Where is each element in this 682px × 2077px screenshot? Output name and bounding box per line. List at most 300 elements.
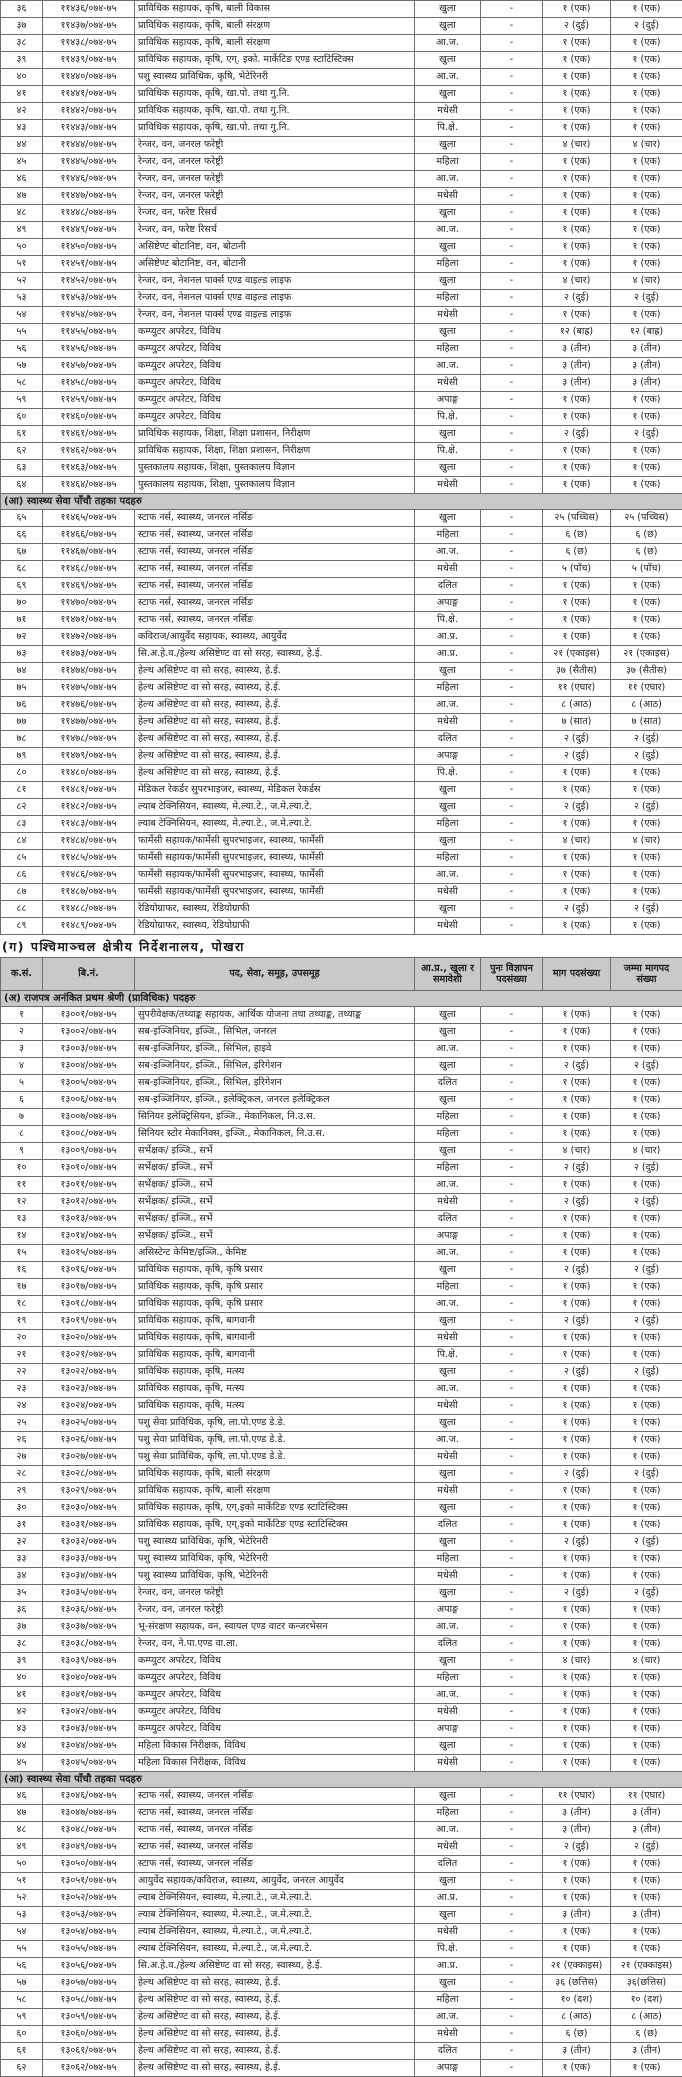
cell-category: खुला xyxy=(415,1500,481,1517)
cell-category: खुला xyxy=(415,18,481,35)
cell-category: खुला xyxy=(415,1975,481,1992)
cell-total-demand-posts: १ (एक) xyxy=(611,1432,682,1449)
cell-advertisement-no: १३००३/०७४-७५ xyxy=(43,1041,135,1058)
table-row xyxy=(1,1466,682,1483)
cell-category: मधेसी xyxy=(415,1398,481,1415)
cell-serial-no: ४६ xyxy=(1,171,43,188)
table-row xyxy=(1,918,682,935)
cell-category: आ.प्र. xyxy=(415,1890,481,1907)
table-row xyxy=(1,409,682,426)
cell-category: खुला xyxy=(415,52,481,69)
cell-readvertised-posts: - xyxy=(481,510,543,527)
cell-category: आ.प्र. xyxy=(415,1958,481,1975)
cell-demand-posts: १ (एक) xyxy=(543,1126,611,1143)
cell-total-demand-posts: ४ (चार) xyxy=(611,833,682,850)
cell-serial-no: ५८ xyxy=(1,1992,43,2009)
cell-category: मधेसी xyxy=(415,2026,481,2043)
cell-demand-posts: १ (एक) xyxy=(543,239,611,256)
cell-readvertised-posts: - xyxy=(481,1177,543,1194)
table-row xyxy=(1,646,682,663)
cell-total-demand-posts: १ (एक) xyxy=(611,35,682,52)
table-row xyxy=(1,273,682,290)
cell-advertisement-no: १३०२५/०७४-७५ xyxy=(43,1415,135,1432)
cell-readvertised-posts: - xyxy=(481,1653,543,1670)
cell-total-demand-posts: १ (एक) xyxy=(611,1738,682,1755)
cell-category: खुला xyxy=(415,663,481,680)
cell-post-service-group: फार्मेसी सहायक/फार्मेसी सुपरभाइजर, स्वास्थ्य, फार्मेसी xyxy=(135,867,415,884)
vacancy-table-pokhara xyxy=(0,957,682,2077)
cell-demand-posts: १ (एक) xyxy=(543,1924,611,1941)
cell-serial-no: ७७ xyxy=(1,714,43,731)
cell-serial-no: ६५ xyxy=(1,510,43,527)
cell-total-demand-posts: १ (एक) xyxy=(611,1704,682,1721)
section-header-row xyxy=(1,991,682,1007)
cell-readvertised-posts: - xyxy=(481,1500,543,1517)
cell-category: महिला xyxy=(415,1992,481,2009)
cell-readvertised-posts: - xyxy=(481,1347,543,1364)
cell-post-service-group: हेल्थ असिष्टेण्ट वा सो सरह, स्वास्थ्य, हे.ई. xyxy=(135,1992,415,2009)
cell-advertisement-no: १३०४६/०७४-७५ xyxy=(43,1788,135,1805)
cell-total-demand-posts: ८ (आठ) xyxy=(611,697,682,714)
cell-advertisement-no: ११४४८/०७४-७५ xyxy=(43,205,135,222)
cell-serial-no: ४१ xyxy=(1,1687,43,1704)
cell-advertisement-no: १३०४१/०७४-७५ xyxy=(43,1687,135,1704)
cell-category: खुला xyxy=(415,1024,481,1041)
cell-post-service-group: फार्मेसी सहायक/फार्मेसी सुपरभाइजर, स्वास्थ्य, फार्मेसी xyxy=(135,833,415,850)
cell-advertisement-no: १३०५६/०७४-७५ xyxy=(43,1958,135,1975)
cell-post-service-group: प्राविधिक सहायक, कृषि, खा.पो. तथा गु.नि. xyxy=(135,103,415,120)
cell-demand-posts: २ (दुई) xyxy=(543,731,611,748)
cell-readvertised-posts: - xyxy=(481,1534,543,1551)
cell-demand-posts: २ (दुई) xyxy=(543,290,611,307)
cell-post-service-group: सि.अ.हे.व./हेल्थ असिष्टेण्ट वा सो सरह, स्वास्थ्य, हे.ई. xyxy=(135,1958,415,1975)
table-row xyxy=(1,120,682,137)
cell-post-service-group: हेल्थ असिष्टेण्ट वा सो सरह, स्वास्थ्य, हे.ई. xyxy=(135,680,415,697)
cell-serial-no: २५ xyxy=(1,1415,43,1432)
table-row xyxy=(1,1058,682,1075)
table-row xyxy=(1,307,682,324)
cell-total-demand-posts: १ (एक) xyxy=(611,816,682,833)
cell-category: महिला xyxy=(415,290,481,307)
table-row xyxy=(1,1924,682,1941)
cell-category: दलित xyxy=(415,1856,481,1873)
cell-advertisement-no: ११४४४/०७४-७५ xyxy=(43,137,135,154)
cell-demand-posts: १ (एक) xyxy=(543,120,611,137)
table-row xyxy=(1,392,682,409)
cell-readvertised-posts: - xyxy=(481,1687,543,1704)
cell-category: खुला xyxy=(415,1007,481,1024)
cell-demand-posts: १ (एक) xyxy=(543,595,611,612)
cell-post-service-group: रेन्जर, वन, नेशनल पार्क्स एण्ड वाइल्ड लाइफ xyxy=(135,307,415,324)
cell-total-demand-posts: १ (एक) xyxy=(611,205,682,222)
cell-post-service-group: रेडियोग्राफर, स्वास्थ्य, रेडियोग्राफी xyxy=(135,901,415,918)
table-row xyxy=(1,477,682,494)
cell-advertisement-no: ११४६९/०७४-७५ xyxy=(43,578,135,595)
cell-readvertised-posts: - xyxy=(481,1924,543,1941)
cell-demand-posts: १ (एक) xyxy=(543,1704,611,1721)
cell-category: खुला xyxy=(415,1364,481,1381)
cell-post-service-group: कम्प्युटर अपरेटर, विविध xyxy=(135,1670,415,1687)
cell-advertisement-no: १३००६/०७४-७५ xyxy=(43,1092,135,1109)
cell-total-demand-posts: १ (एक) xyxy=(611,1177,682,1194)
cell-readvertised-posts: - xyxy=(481,1958,543,1975)
table-row xyxy=(1,510,682,527)
cell-post-service-group: रेन्जर, वन, जनरल फरेष्ट्री xyxy=(135,1602,415,1619)
cell-advertisement-no: १३०६२/०७४-७५ xyxy=(43,2060,135,2077)
cell-category: खुला xyxy=(415,1907,481,1924)
cell-post-service-group: प्राविधिक सहायक, कृषि, बाली संरक्षण xyxy=(135,1483,415,1500)
cell-post-service-group: सर्भेक्षक/ इञ्जि., सर्भे xyxy=(135,1177,415,1194)
table-row xyxy=(1,1109,682,1126)
cell-total-demand-posts: १ (एक) xyxy=(611,1755,682,1772)
cell-total-demand-posts: १ (एक) xyxy=(611,1941,682,1958)
cell-readvertised-posts: - xyxy=(481,2043,543,2060)
vacancy-table-continuation-body xyxy=(1,1,682,935)
cell-post-service-group: पुस्तकालय सहायक, शिक्षा, पुस्तकालय विज्ञान xyxy=(135,460,415,477)
cell-total-demand-posts: १ (एक) xyxy=(611,1126,682,1143)
cell-serial-no: १३ xyxy=(1,1211,43,1228)
table-row xyxy=(1,1805,682,1822)
cell-total-demand-posts: ६ (छ) xyxy=(611,2026,682,2043)
table-row xyxy=(1,1313,682,1330)
cell-demand-posts: १ (एक) xyxy=(543,612,611,629)
table-row xyxy=(1,1788,682,1805)
cell-total-demand-posts: १ (एक) xyxy=(611,1041,682,1058)
cell-readvertised-posts: - xyxy=(481,1381,543,1398)
cell-category: अपाङ्ग xyxy=(415,392,481,409)
cell-total-demand-posts: १ (एक) xyxy=(611,86,682,103)
cell-total-demand-posts: १ (एक) xyxy=(611,1228,682,1245)
cell-total-demand-posts: १ (एक) xyxy=(611,1211,682,1228)
cell-post-service-group: सब-इञ्जिनियर, इञ्जि., सिभिल, जनरल xyxy=(135,1024,415,1041)
cell-advertisement-no: ११४५७/०७४-७५ xyxy=(43,358,135,375)
table-row xyxy=(1,748,682,765)
table-row xyxy=(1,460,682,477)
cell-total-demand-posts: १ (एक) xyxy=(611,1347,682,1364)
table-row xyxy=(1,1975,682,1992)
cell-readvertised-posts: - xyxy=(481,137,543,154)
cell-serial-no: ८० xyxy=(1,765,43,782)
cell-advertisement-no: ११४७३/०७४-७५ xyxy=(43,646,135,663)
cell-total-demand-posts: १ (एक) xyxy=(611,867,682,884)
cell-post-service-group: ल्याब टेक्निसियन, स्वास्थ्य, मे.ल्या.टे., ज.मे.ल्या.टे. xyxy=(135,1890,415,1907)
cell-total-demand-posts: २ (दुई) xyxy=(611,1364,682,1381)
table-row xyxy=(1,1194,682,1211)
cell-serial-no: ६० xyxy=(1,2026,43,2043)
cell-demand-posts: १ (एक) xyxy=(543,816,611,833)
cell-serial-no: १ xyxy=(1,1007,43,1024)
cell-category: अपाङ्ग xyxy=(415,1228,481,1245)
cell-readvertised-posts: - xyxy=(481,816,543,833)
cell-advertisement-no: ११४५८/०७४-७५ xyxy=(43,375,135,392)
cell-readvertised-posts: - xyxy=(481,595,543,612)
cell-total-demand-posts: १ (एक) xyxy=(611,256,682,273)
cell-readvertised-posts: - xyxy=(481,527,543,544)
cell-total-demand-posts: १ (एक) xyxy=(611,222,682,239)
cell-total-demand-posts: २ (दुई) xyxy=(611,731,682,748)
cell-readvertised-posts: - xyxy=(481,1432,543,1449)
cell-serial-no: २६ xyxy=(1,1432,43,1449)
cell-total-demand-posts: १ (एक) xyxy=(611,154,682,171)
cell-demand-posts: १ (एक) xyxy=(543,35,611,52)
table-row xyxy=(1,1347,682,1364)
cell-demand-posts: १ (एक) xyxy=(543,1500,611,1517)
table-row xyxy=(1,1228,682,1245)
section-header-label: (आ) स्वास्थ्य सेवा पाँचौ तहका पदहरु xyxy=(1,1772,682,1788)
cell-serial-no: ५३ xyxy=(1,1907,43,1924)
cell-total-demand-posts: १ (एक) xyxy=(611,782,682,799)
cell-demand-posts: १ (एक) xyxy=(543,782,611,799)
cell-total-demand-posts: २ (दुई) xyxy=(611,1194,682,1211)
cell-total-demand-posts: २५ (पच्चिस) xyxy=(611,510,682,527)
cell-demand-posts: ६ (छ) xyxy=(543,527,611,544)
table-row xyxy=(1,799,682,816)
cell-advertisement-no: ११४७८/०७४-७५ xyxy=(43,731,135,748)
cell-serial-no: ८१ xyxy=(1,782,43,799)
cell-category: महिला xyxy=(415,341,481,358)
cell-readvertised-posts: - xyxy=(481,18,543,35)
table-row xyxy=(1,2043,682,2060)
cell-readvertised-posts: - xyxy=(481,544,543,561)
cell-advertisement-no: ११४६३/०७४-७५ xyxy=(43,460,135,477)
cell-serial-no: ८३ xyxy=(1,816,43,833)
cell-demand-posts: १ (एक) xyxy=(543,867,611,884)
cell-demand-posts: १ (एक) xyxy=(543,1602,611,1619)
cell-total-demand-posts: १ (एक) xyxy=(611,1856,682,1873)
cell-advertisement-no: १३०५५/०७४-७५ xyxy=(43,1941,135,1958)
cell-demand-posts: १ (एक) xyxy=(543,1177,611,1194)
cell-serial-no: ८५ xyxy=(1,850,43,867)
cell-serial-no: ५७ xyxy=(1,1975,43,1992)
table-row xyxy=(1,1143,682,1160)
cell-readvertised-posts: - xyxy=(481,307,543,324)
cell-advertisement-no: १३०२०/०७४-७५ xyxy=(43,1330,135,1347)
cell-category: महिला xyxy=(415,256,481,273)
table-row xyxy=(1,52,682,69)
cell-serial-no: ३१ xyxy=(1,1517,43,1534)
cell-advertisement-no: १३०१६/०७४-७५ xyxy=(43,1262,135,1279)
cell-post-service-group: हेल्थ असिष्टेण्ट वा सो सरह, स्वास्थ्य, हे.ई. xyxy=(135,2043,415,2060)
cell-total-demand-posts: १ (एक) xyxy=(611,1483,682,1500)
table-row xyxy=(1,1653,682,1670)
cell-post-service-group: हेल्थ असिष्टेण्ट वा सो सरह, स्वास्थ्य, हे.ई. xyxy=(135,697,415,714)
cell-post-service-group: प्राविधिक सहायक, कृषि, एग्.इको मार्केटिङ एण्ड स्टाटिस्टिक्स xyxy=(135,1517,415,1534)
cell-category: आ.ज. xyxy=(415,358,481,375)
cell-post-service-group: प्राविधिक सहायक, कृषि, बाली संरक्षण xyxy=(135,1466,415,1483)
cell-serial-no: ४२ xyxy=(1,103,43,120)
cell-total-demand-posts: २ (दुई) xyxy=(611,1585,682,1602)
cell-post-service-group: स्टाफ नर्स, स्वास्थ्य, जनरल नर्सिङ xyxy=(135,510,415,527)
cell-demand-posts: १ (एक) xyxy=(543,1228,611,1245)
cell-readvertised-posts: - xyxy=(481,1330,543,1347)
cell-advertisement-no: ११४७०/०७४-७५ xyxy=(43,595,135,612)
cell-demand-posts: १ (एक) xyxy=(543,1517,611,1534)
cell-readvertised-posts: - xyxy=(481,443,543,460)
cell-serial-no: २१ xyxy=(1,1347,43,1364)
table-row xyxy=(1,1958,682,1975)
cell-post-service-group: हेल्थ असिष्टेण्ट वा सो सरह, स्वास्थ्य, हे.ई. xyxy=(135,2009,415,2026)
cell-post-service-group: प्राविधिक सहायक, कृषि, कृषि प्रसार xyxy=(135,1279,415,1296)
cell-advertisement-no: १३००२/०७४-७५ xyxy=(43,1024,135,1041)
table-row xyxy=(1,527,682,544)
cell-readvertised-posts: - xyxy=(481,1805,543,1822)
table-row xyxy=(1,1126,682,1143)
vacancy-table-continuation xyxy=(0,0,682,935)
cell-post-service-group: रेन्जर, वन, ने.पा.एण्ड वा.ला. xyxy=(135,1636,415,1653)
cell-total-demand-posts: १२ (बाह्र) xyxy=(611,324,682,341)
cell-serial-no: ६७ xyxy=(1,544,43,561)
cell-serial-no: १६ xyxy=(1,1262,43,1279)
cell-total-demand-posts: १ (एक) xyxy=(611,1551,682,1568)
cell-demand-posts: १ (एक) xyxy=(543,1024,611,1041)
cell-readvertised-posts: - xyxy=(481,561,543,578)
cell-readvertised-posts: - xyxy=(481,69,543,86)
table-row xyxy=(1,171,682,188)
cell-readvertised-posts: - xyxy=(481,426,543,443)
cell-total-demand-posts: १ (एक) xyxy=(611,1687,682,1704)
cell-readvertised-posts: - xyxy=(481,1907,543,1924)
cell-readvertised-posts: - xyxy=(481,1092,543,1109)
cell-demand-posts: १ (एक) xyxy=(543,222,611,239)
cell-advertisement-no: १३००९/०७४-७५ xyxy=(43,1143,135,1160)
cell-total-demand-posts: १ (एक) xyxy=(611,1500,682,1517)
cell-serial-no: ८६ xyxy=(1,867,43,884)
cell-post-service-group: ल्याब टेक्निसियन, स्वास्थ्य, मे.ल्या.टे., ज.मे.ल्या.टे. xyxy=(135,1941,415,1958)
cell-category: खुला xyxy=(415,324,481,341)
cell-demand-posts: २ (दुई) xyxy=(543,1585,611,1602)
cell-advertisement-no: १३०५२/०७४-७५ xyxy=(43,1890,135,1907)
cell-readvertised-posts: - xyxy=(481,1483,543,1500)
cell-advertisement-no: १३०१३/०७४-७५ xyxy=(43,1211,135,1228)
cell-serial-no: ७५ xyxy=(1,680,43,697)
cell-demand-posts: १ (एक) xyxy=(543,1,611,18)
cell-category: मधेसी xyxy=(415,1704,481,1721)
cell-total-demand-posts: २ (दुई) xyxy=(611,1058,682,1075)
cell-demand-posts: ८ (आठ) xyxy=(543,2009,611,2026)
cell-readvertised-posts: - xyxy=(481,222,543,239)
cell-serial-no: ३९ xyxy=(1,1653,43,1670)
cell-serial-no: १९ xyxy=(1,1313,43,1330)
cell-post-service-group: स्टाफ नर्स, स्वास्थ्य, जनरल नर्सिङ xyxy=(135,1822,415,1839)
table-row xyxy=(1,1245,682,1262)
cell-category: दलित xyxy=(415,1075,481,1092)
cell-serial-no: ६४ xyxy=(1,477,43,494)
cell-post-service-group: स्टाफ नर्स, स्वास्थ्य, जनरल नर्सिङ xyxy=(135,527,415,544)
cell-total-demand-posts: २ (दुई) xyxy=(611,1839,682,1856)
table-row xyxy=(1,595,682,612)
cell-readvertised-posts: - xyxy=(481,1890,543,1907)
cell-serial-no: १४ xyxy=(1,1228,43,1245)
table-row xyxy=(1,188,682,205)
cell-advertisement-no: १३०१९/०७४-७५ xyxy=(43,1313,135,1330)
cell-serial-no: २९ xyxy=(1,1483,43,1500)
cell-readvertised-posts: - xyxy=(481,1313,543,1330)
cell-category: आ.ज. xyxy=(415,35,481,52)
cell-advertisement-no: ११४७६/०७४-७५ xyxy=(43,697,135,714)
cell-advertisement-no: ११४४१/०७४-७५ xyxy=(43,86,135,103)
cell-advertisement-no: १३०१५/०७४-७५ xyxy=(43,1245,135,1262)
cell-readvertised-posts: - xyxy=(481,782,543,799)
cell-post-service-group: प्राविधिक सहायक, कृषि, खा.पो. तथा गु.नि. xyxy=(135,86,415,103)
cell-total-demand-posts: ४ (चार) xyxy=(611,1143,682,1160)
cell-serial-no: ४९ xyxy=(1,222,43,239)
vacancy-table-pokhara-body xyxy=(1,991,682,2077)
cell-demand-posts: १ (एक) xyxy=(543,477,611,494)
cell-post-service-group: कम्प्युटर अपरेटर, विविध xyxy=(135,1653,415,1670)
cell-serial-no: ४० xyxy=(1,1670,43,1687)
cell-total-demand-posts: ३ (तीन) xyxy=(611,1822,682,1839)
cell-category: महिला xyxy=(415,154,481,171)
cell-serial-no: ५३ xyxy=(1,290,43,307)
table-row xyxy=(1,137,682,154)
table-row xyxy=(1,578,682,595)
cell-demand-posts: ४ (चार) xyxy=(543,1143,611,1160)
cell-post-service-group: महिला विकास निरीक्षक, विविध xyxy=(135,1738,415,1755)
table-row xyxy=(1,1585,682,1602)
table-row xyxy=(1,426,682,443)
table-row xyxy=(1,1873,682,1890)
cell-category: महिला xyxy=(415,1160,481,1177)
cell-total-demand-posts: १ (एक) xyxy=(611,1296,682,1313)
cell-readvertised-posts: - xyxy=(481,867,543,884)
cell-post-service-group: प्राविधिक सहायक, शिक्षा, शिक्षा प्रशासन, निरीक्षण xyxy=(135,426,415,443)
cell-serial-no: ४५ xyxy=(1,1755,43,1772)
cell-serial-no: ५६ xyxy=(1,341,43,358)
cell-post-service-group: सर्भेक्षक/ इञ्जि., सर्भे xyxy=(135,1160,415,1177)
cell-demand-posts: ३ (तीन) xyxy=(543,2043,611,2060)
cell-serial-no: ५१ xyxy=(1,1873,43,1890)
cell-post-service-group: असिष्टेण्ट बोटानिष्ट, वन, बोटानी xyxy=(135,239,415,256)
table-row xyxy=(1,1941,682,1958)
table-row xyxy=(1,1992,682,2009)
header-advertisement-no: बि.नं. xyxy=(43,958,135,991)
cell-serial-no: ५ xyxy=(1,1075,43,1092)
cell-demand-posts: ५ (पाँच) xyxy=(543,561,611,578)
cell-demand-posts: २ (दुई) xyxy=(543,799,611,816)
cell-category: आ.ज. xyxy=(415,1619,481,1636)
cell-post-service-group: हेल्थ असिष्टेण्ट वा सो सरह, स्वास्थ्य, हे.ई. xyxy=(135,2060,415,2077)
cell-serial-no: १५ xyxy=(1,1245,43,1262)
cell-readvertised-posts: - xyxy=(481,1296,543,1313)
cell-post-service-group: रेडियोग्राफर, स्वास्थ्य, रेडियोग्राफी xyxy=(135,918,415,935)
cell-readvertised-posts: - xyxy=(481,1449,543,1466)
cell-readvertised-posts: - xyxy=(481,799,543,816)
cell-category: आ.ज. xyxy=(415,544,481,561)
cell-total-demand-posts: ७ (सात) xyxy=(611,714,682,731)
table-row xyxy=(1,816,682,833)
cell-total-demand-posts: ३ (तीन) xyxy=(611,2043,682,2060)
cell-serial-no: ८४ xyxy=(1,833,43,850)
cell-advertisement-no: १३०५३/०७४-७५ xyxy=(43,1907,135,1924)
cell-advertisement-no: १३०५८/०७४-७५ xyxy=(43,1992,135,2009)
cell-category: पि.क्षे. xyxy=(415,409,481,426)
cell-post-service-group: रेन्जर, वन, जनरल फरेष्ट्री xyxy=(135,1585,415,1602)
cell-readvertised-posts: - xyxy=(481,1839,543,1856)
cell-total-demand-posts: १ (एक) xyxy=(611,1398,682,1415)
cell-serial-no: ५४ xyxy=(1,307,43,324)
cell-post-service-group: पशु स्वास्थ्य प्राविधिक, कृषि, भेटेरिनरी xyxy=(135,1534,415,1551)
cell-demand-posts: २ (दुई) xyxy=(543,1313,611,1330)
cell-serial-no: ११ xyxy=(1,1177,43,1194)
cell-readvertised-posts: - xyxy=(481,1262,543,1279)
cell-demand-posts: १ (एक) xyxy=(543,629,611,646)
cell-demand-posts: १ (एक) xyxy=(543,1636,611,1653)
cell-category: मधेसी xyxy=(415,1449,481,1466)
cell-serial-no: ४७ xyxy=(1,1805,43,1822)
cell-advertisement-no: १३०५०/०७४-७५ xyxy=(43,1856,135,1873)
cell-post-service-group: प्राविधिक सहायक, कृषि, बाली विकास xyxy=(135,1,415,18)
cell-serial-no: ३५ xyxy=(1,1585,43,1602)
